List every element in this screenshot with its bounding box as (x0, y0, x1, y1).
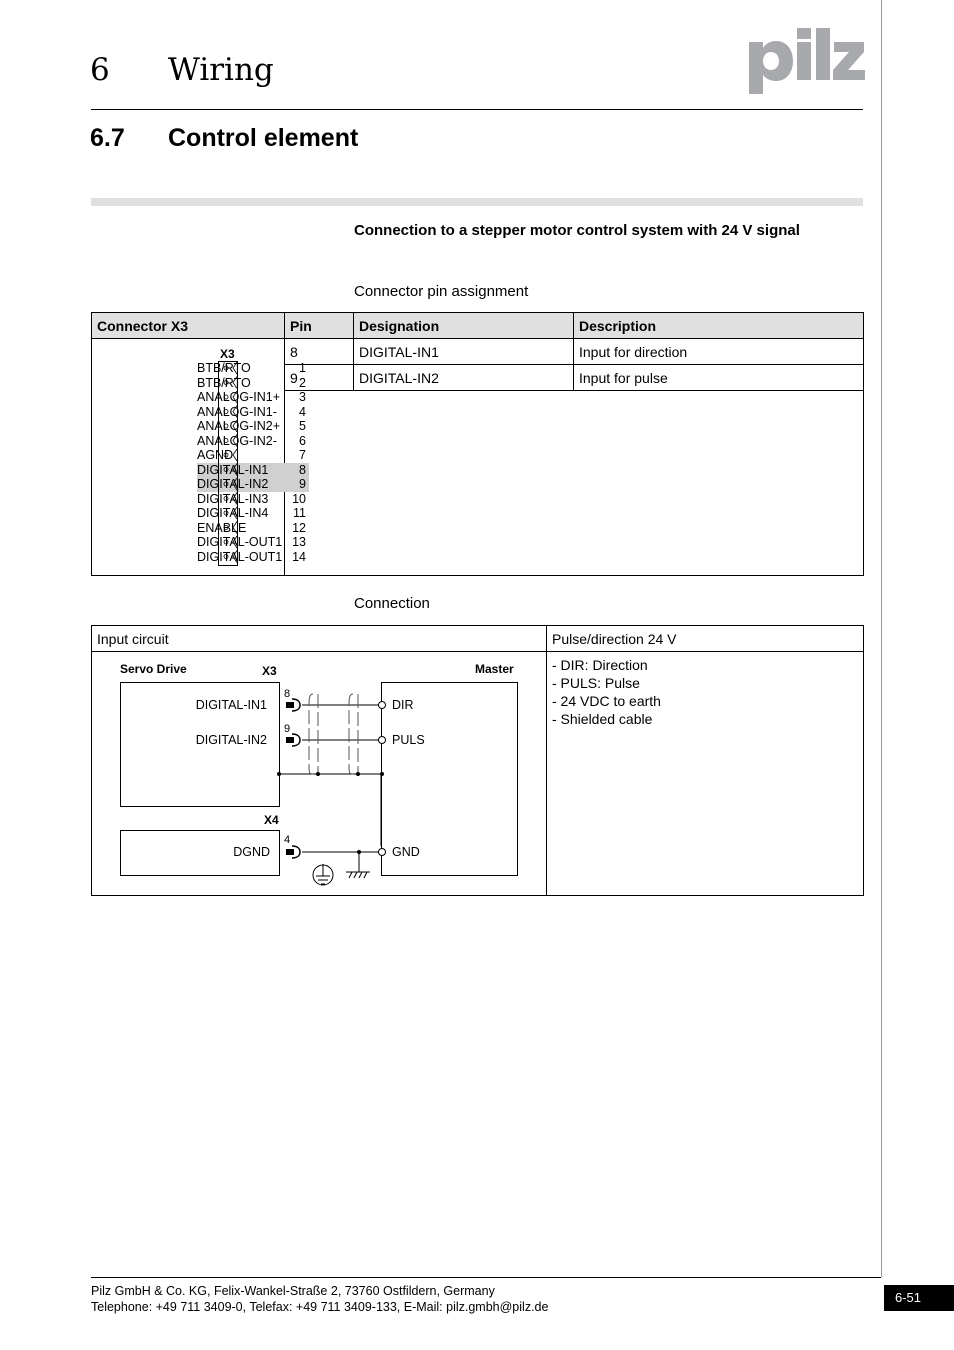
note-dir: - DIR: Direction (552, 657, 648, 673)
terminal-block-icon (218, 361, 240, 567)
margin-line (881, 0, 882, 1277)
pin-number: 5 (299, 419, 306, 433)
grey-bar (91, 198, 863, 206)
footer-rule (91, 1277, 881, 1278)
footer-line-1: Pilz GmbH & Co. KG, Felix-Wankel-Straße 2, 73760 Ostfildern, Germany (91, 1284, 495, 1298)
col-input-circuit: Input circuit (92, 626, 547, 652)
pin-number: 1 (299, 361, 306, 375)
pilz-logo (745, 28, 867, 96)
pin-number: 8 (299, 462, 306, 477)
servo-drive-label: Servo Drive (120, 662, 187, 676)
table-row (92, 339, 864, 365)
pin-4-label: 4 (284, 834, 291, 846)
pin-table-caption: Connector pin assignment (354, 283, 529, 300)
pin-name: ANALOG-IN1- (197, 404, 277, 419)
pin-name: ANALOG-IN2- (197, 433, 277, 448)
footer-line-2: Telephone: +49 711 3409-0, Telefax: +49 711 3409-133, E-Mail: pilz.gmbh@pilz.de (91, 1300, 549, 1314)
master-label: Master (475, 662, 514, 676)
connector-pin-row (197, 361, 309, 376)
chapter-number: 6 (90, 52, 110, 88)
dir-label: DIR (392, 698, 414, 712)
col-pin: Pin (285, 313, 354, 339)
header-rule (91, 109, 863, 110)
pin-number: 10 (292, 491, 306, 506)
connector-pin-list (197, 361, 309, 564)
table-header (92, 626, 864, 652)
pin-number: 12 (292, 520, 306, 535)
pin-name: DIGITAL-IN2 (197, 477, 269, 491)
wiring-diagram (92, 652, 547, 897)
pin-number: 9 (299, 477, 306, 491)
pin-9-label: 9 (284, 723, 291, 735)
note-shielded: - Shielded cable (552, 711, 653, 727)
pin-number: 2 (299, 375, 306, 390)
pin-name: DIGITAL-IN4 (197, 506, 269, 520)
connector-pin-row (197, 419, 309, 434)
notes-cell (547, 652, 864, 896)
section-title: Control element (168, 124, 359, 152)
col-pulse-direction: Pulse/direction 24 V (547, 626, 864, 652)
pin-assignment-table (91, 312, 864, 576)
subsection-heading: Connection to a stepper motor control system with 24 V signal (354, 222, 800, 239)
connector-label: X3 (220, 347, 235, 361)
digital-in2-label: DIGITAL-IN2 (195, 733, 267, 747)
connector-pin-row (197, 492, 309, 507)
wiring-diagram-cell (92, 652, 547, 896)
pin-number: 4 (299, 404, 306, 419)
pin-name: ENABLE (197, 520, 247, 535)
connector-pin-row (197, 535, 309, 550)
note-24vdc: - 24 VDC to earth (552, 693, 661, 709)
pin-8-label: 8 (284, 688, 291, 700)
connection-caption: Connection (354, 595, 430, 612)
pin-number: 3 (299, 390, 306, 404)
connector-pin-row (197, 506, 309, 521)
table-header (92, 313, 864, 339)
digital-in1-label: DIGITAL-IN1 (195, 698, 267, 712)
x4-label: X4 (264, 813, 279, 827)
note-puls: - PULS: Pulse (552, 675, 640, 691)
dgnd-label: DGND (233, 845, 270, 859)
pin-number: 14 (292, 549, 306, 564)
connector-pin-row (197, 521, 309, 536)
pin-name: BTB/RTO (197, 361, 251, 375)
connector-pin-row (197, 477, 309, 492)
pin-name: BTB/RTO (197, 375, 251, 390)
connector-pin-row (197, 448, 309, 463)
pin-name: AGND (197, 448, 234, 462)
section-number: 6.7 (90, 124, 125, 152)
x3-label: X3 (262, 664, 277, 678)
pin-number: 6 (299, 433, 306, 448)
pin-name: DIGITAL-IN1 (197, 462, 269, 477)
connector-pin-row (197, 376, 309, 391)
pin-name: ANALOG-IN2+ (197, 419, 281, 433)
col-description: Description (574, 313, 864, 339)
connector-pin-row (197, 405, 309, 420)
empty-cell (285, 391, 864, 576)
connector-pin-row (197, 390, 309, 405)
connector-pin-row (197, 434, 309, 449)
pin-cell: 9 (285, 365, 354, 391)
pin-number: 7 (299, 448, 306, 462)
page-number: 6-51 (884, 1285, 954, 1311)
puls-label: PULS (392, 733, 425, 747)
connection-table (91, 625, 864, 896)
description-cell: Input for direction (574, 339, 864, 365)
connector-pin-row (197, 463, 309, 478)
pin-name: DIGITAL-IN3 (197, 491, 269, 506)
pin-cell: 8 (285, 339, 354, 365)
pin-name: DIGITAL-OUT1 (197, 535, 283, 549)
designation-cell: DIGITAL-IN2 (354, 365, 574, 391)
col-connector: Connector X3 (92, 313, 285, 339)
pin-name: ANALOG-IN1+ (197, 390, 281, 404)
table-row (92, 652, 864, 896)
connector-pin-row (197, 550, 309, 565)
pin-name: DIGITAL-OUT1 (197, 549, 283, 564)
designation-cell: DIGITAL-IN1 (354, 339, 574, 365)
gnd-label: GND (392, 845, 420, 859)
connector-figure (92, 339, 306, 576)
footer-address (91, 1283, 548, 1315)
chapter-title: Wiring (168, 52, 274, 88)
pin-number: 13 (292, 535, 306, 549)
pin-number: 11 (293, 506, 306, 520)
description-cell: Input for pulse (574, 365, 864, 391)
col-designation: Designation (354, 313, 574, 339)
